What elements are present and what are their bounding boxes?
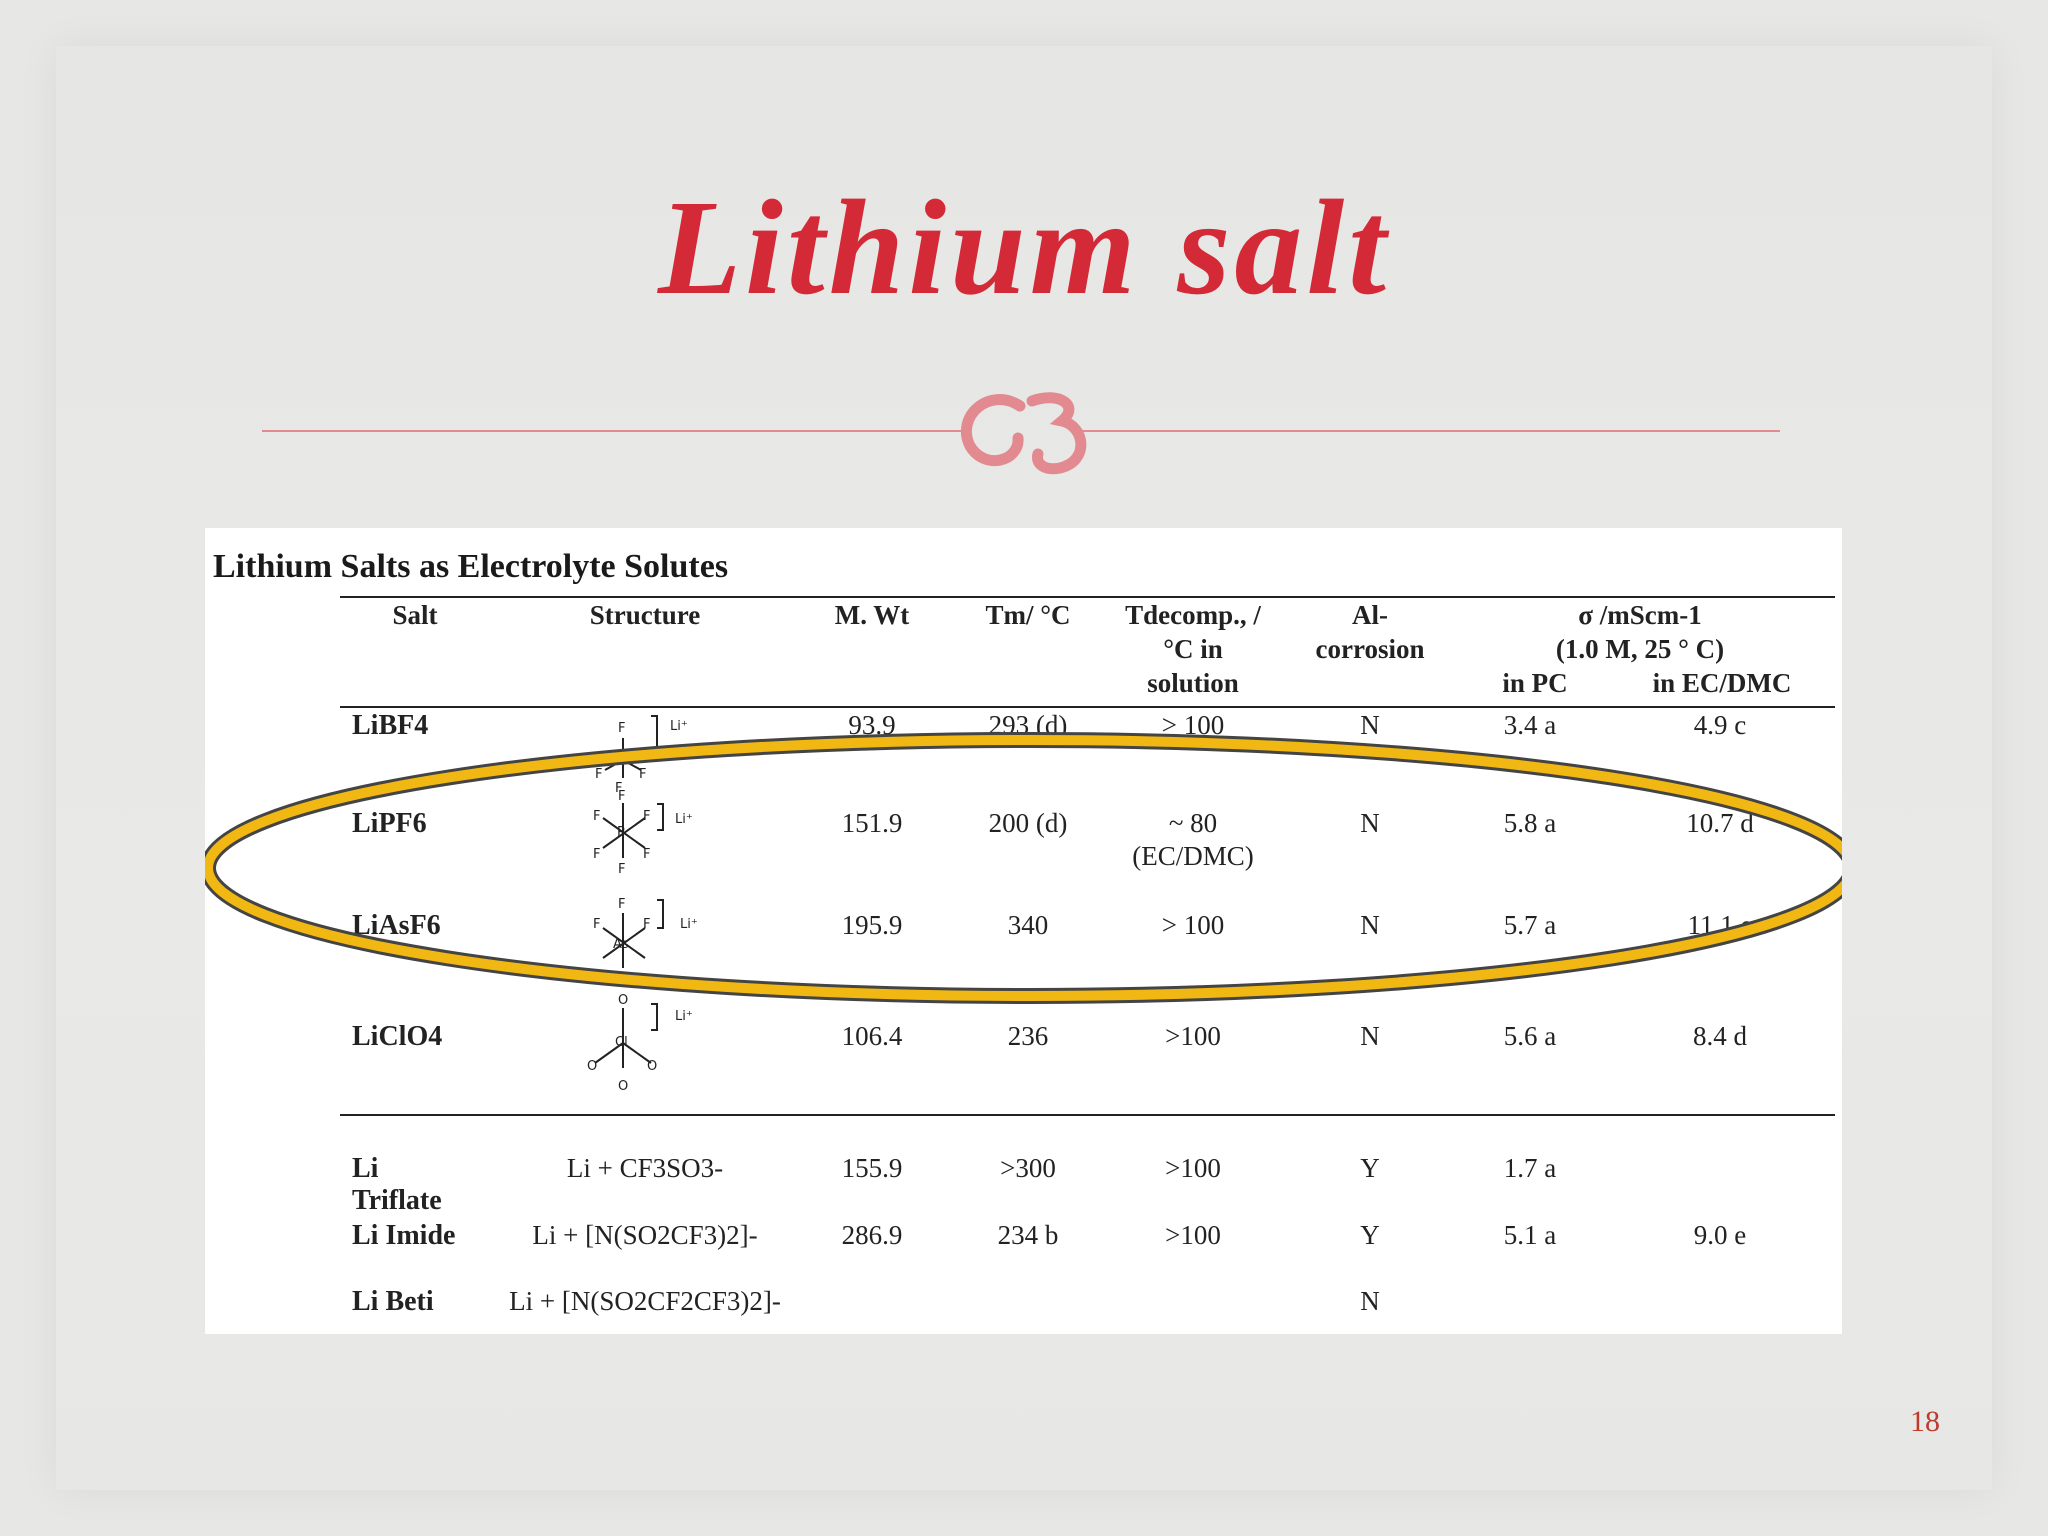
header-in-ecdmc: in EC/DMC	[1652, 668, 1792, 698]
header-mwt: M. Wt	[834, 600, 910, 630]
row-al: N	[1360, 808, 1380, 838]
row-structure: Li + [N(SO2CF2CF3)2]-	[509, 1286, 781, 1316]
row-al: N	[1360, 1286, 1380, 1316]
svg-text:F: F	[639, 767, 647, 782]
page-number: 18	[1910, 1405, 1940, 1438]
row-salt: LiClO4	[352, 1021, 443, 1052]
row-mwt: 106.4	[841, 1021, 903, 1051]
row-mwt: 151.9	[841, 808, 903, 838]
title-divider-left	[262, 430, 962, 432]
row-pc: 5.6 a	[1503, 1021, 1557, 1051]
header-tdecomp-line2: °C in	[1163, 634, 1223, 664]
row-salt: LiBF4	[352, 710, 429, 741]
row-pc: 3.4 a	[1503, 710, 1557, 740]
table-top-rule	[340, 596, 1835, 598]
row-tdecomp: >100	[1165, 1021, 1221, 1051]
slide-title: Lithium salt	[658, 173, 1390, 323]
table-group-rule	[340, 1114, 1835, 1116]
header-sigma-line1: σ /mScm-1	[1578, 600, 1702, 630]
row-ecdmc: 11.1 e	[1687, 910, 1753, 940]
row-tdecomp-note: (EC/DMC)	[1132, 841, 1254, 871]
svg-text:O: O	[618, 993, 629, 1008]
header-tdecomp-line1: Tdecomp., /	[1125, 600, 1261, 630]
row-salt: Li Imide	[352, 1220, 456, 1251]
row-pc: 1.7 a	[1503, 1153, 1557, 1183]
svg-text:O: O	[647, 1059, 658, 1074]
row-pc: 5.7 a	[1503, 910, 1557, 940]
svg-text:O: O	[618, 1079, 629, 1094]
svg-text:F: F	[618, 897, 626, 912]
molecular-structures-drawing	[575, 708, 725, 1108]
row-salt: Li Triflate	[352, 1153, 442, 1216]
row-tm: 200 (d)	[988, 808, 1068, 838]
row-al: Y	[1360, 1220, 1380, 1250]
header-sigma-line2: (1.0 M, 25 ° C)	[1555, 634, 1725, 664]
row-salt: LiAsF6	[352, 910, 441, 941]
table-caption: Lithium Salts as Electrolyte Solutes	[213, 548, 729, 585]
row-mwt: 93.9	[848, 710, 896, 740]
row-ecdmc: 9.0 e	[1693, 1220, 1747, 1250]
svg-text:F: F	[593, 809, 601, 824]
svg-text:F: F	[618, 975, 626, 990]
row-tdecomp: >100	[1165, 1153, 1221, 1183]
svg-text:F: F	[618, 862, 626, 877]
row-mwt: 286.9	[841, 1220, 903, 1250]
svg-text:Li⁺: Li⁺	[675, 812, 693, 827]
header-in-pc: in PC	[1502, 668, 1568, 698]
row-tm: 340	[1007, 910, 1049, 940]
row-tm: >300	[1000, 1153, 1056, 1183]
svg-text:F: F	[595, 767, 603, 782]
svg-text:F: F	[593, 847, 601, 862]
row-al: N	[1360, 1021, 1380, 1051]
svg-text:P: P	[617, 825, 625, 840]
row-structure: Li + CF3SO3-	[566, 1153, 724, 1183]
header-al-line1: Al-	[1352, 600, 1388, 630]
table-header-rule	[340, 706, 1835, 708]
svg-text:O: O	[587, 1059, 598, 1074]
svg-text:F: F	[643, 917, 651, 932]
title-divider-right	[1080, 430, 1780, 432]
header-salt: Salt	[392, 600, 438, 630]
row-tdecomp: >100	[1165, 1220, 1221, 1250]
svg-text:F: F	[593, 917, 601, 932]
svg-text:Li⁺: Li⁺	[675, 1009, 693, 1024]
row-mwt: 195.9	[841, 910, 903, 940]
row-tdecomp: > 100	[1161, 910, 1225, 940]
curly-flourish-icon	[950, 376, 1100, 486]
row-tm: 293 (d)	[988, 710, 1068, 740]
row-mwt: 155.9	[841, 1153, 903, 1183]
row-ecdmc: 10.7 d	[1686, 808, 1754, 838]
svg-text:F: F	[618, 721, 626, 736]
row-al: N	[1360, 910, 1380, 940]
svg-text:F: F	[643, 809, 651, 824]
row-pc: 5.1 a	[1503, 1220, 1557, 1250]
svg-text:Li⁺: Li⁺	[670, 719, 688, 734]
row-salt: Li Beti	[352, 1286, 434, 1317]
row-pc: 5.8 a	[1503, 808, 1557, 838]
row-al: Y	[1360, 1153, 1380, 1183]
row-tm: 236	[1007, 1021, 1049, 1051]
svg-text:F: F	[618, 789, 626, 804]
svg-text:F: F	[643, 847, 651, 862]
svg-text:F: F	[615, 781, 623, 796]
row-structure: Li + [N(SO2CF3)2]-	[532, 1220, 758, 1250]
row-ecdmc: 4.9 c	[1693, 710, 1747, 740]
svg-text:As: As	[613, 937, 629, 952]
row-al: N	[1360, 710, 1380, 740]
row-salt: LiPF6	[352, 808, 427, 839]
header-tm: Tm/ °C	[985, 600, 1071, 630]
svg-text:Li⁺: Li⁺	[680, 917, 698, 932]
row-tm: 234 b	[997, 1220, 1059, 1250]
svg-text:Cl: Cl	[615, 1035, 628, 1050]
lithium-salts-table	[205, 528, 1842, 1334]
header-structure: Structure	[589, 600, 701, 630]
header-al-line2: corrosion	[1315, 634, 1425, 664]
row-tdecomp: > 100	[1161, 710, 1225, 740]
row-ecdmc: 8.4 d	[1693, 1021, 1747, 1051]
header-tdecomp-line3: solution	[1147, 668, 1239, 698]
row-tdecomp: ~ 80	[1168, 808, 1218, 838]
